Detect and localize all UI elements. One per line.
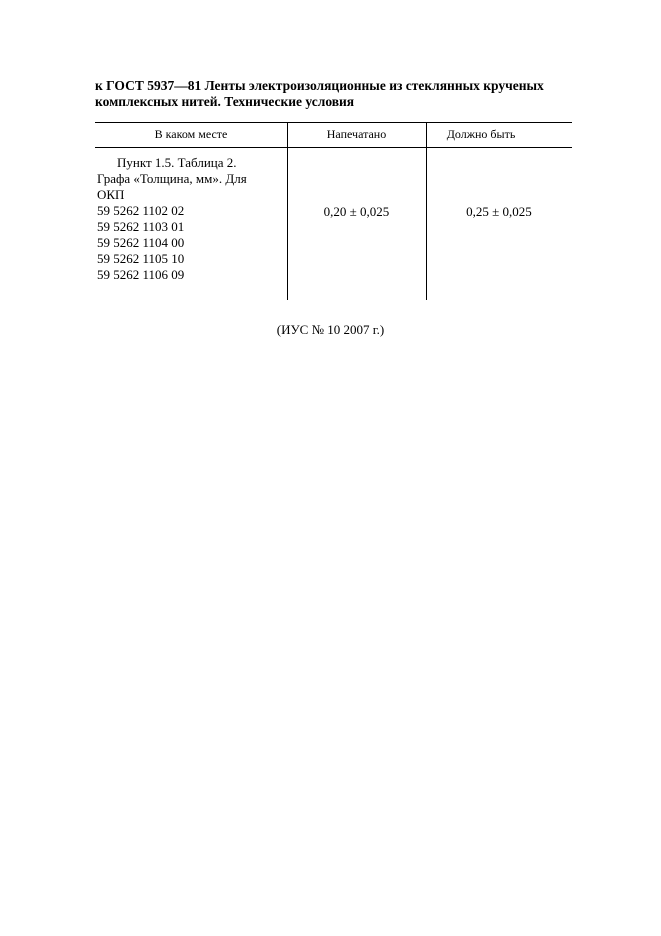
place-line: 59 5262 1105 10	[97, 251, 185, 266]
title-line-2: комплексных нитей. Технические условия	[95, 94, 355, 109]
place-line: 59 5262 1106 09	[97, 267, 185, 282]
place-line: Графа «Толщина, мм». Для	[97, 171, 247, 186]
table-cell-place	[97, 155, 287, 283]
document-title	[95, 78, 575, 110]
header-should-be: Должно быть	[446, 127, 516, 141]
table-cell-should-be: 0,25 ± 0,025	[466, 204, 532, 219]
place-line: Пункт 1.5. Таблица 2.	[117, 155, 237, 170]
place-line: 59 5262 1103 01	[97, 219, 185, 234]
table-top-border	[95, 122, 572, 123]
header-bottom-border	[95, 147, 572, 148]
place-line: 59 5262 1102 02	[97, 203, 185, 218]
header-printed: Напечатано	[326, 127, 387, 141]
correction-table	[95, 122, 572, 300]
header-place: В каком месте	[154, 127, 228, 141]
table-cell-printed: 0,20 ± 0,025	[323, 204, 390, 219]
place-line: 59 5262 1104 00	[97, 235, 185, 250]
title-line-1: к ГОСТ 5937—81 Ленты электроизоляционные из стеклянных крученых	[95, 78, 544, 93]
place-line: ОКП	[97, 187, 125, 202]
source-reference: (ИУС № 10 2007 г.)	[276, 322, 385, 337]
